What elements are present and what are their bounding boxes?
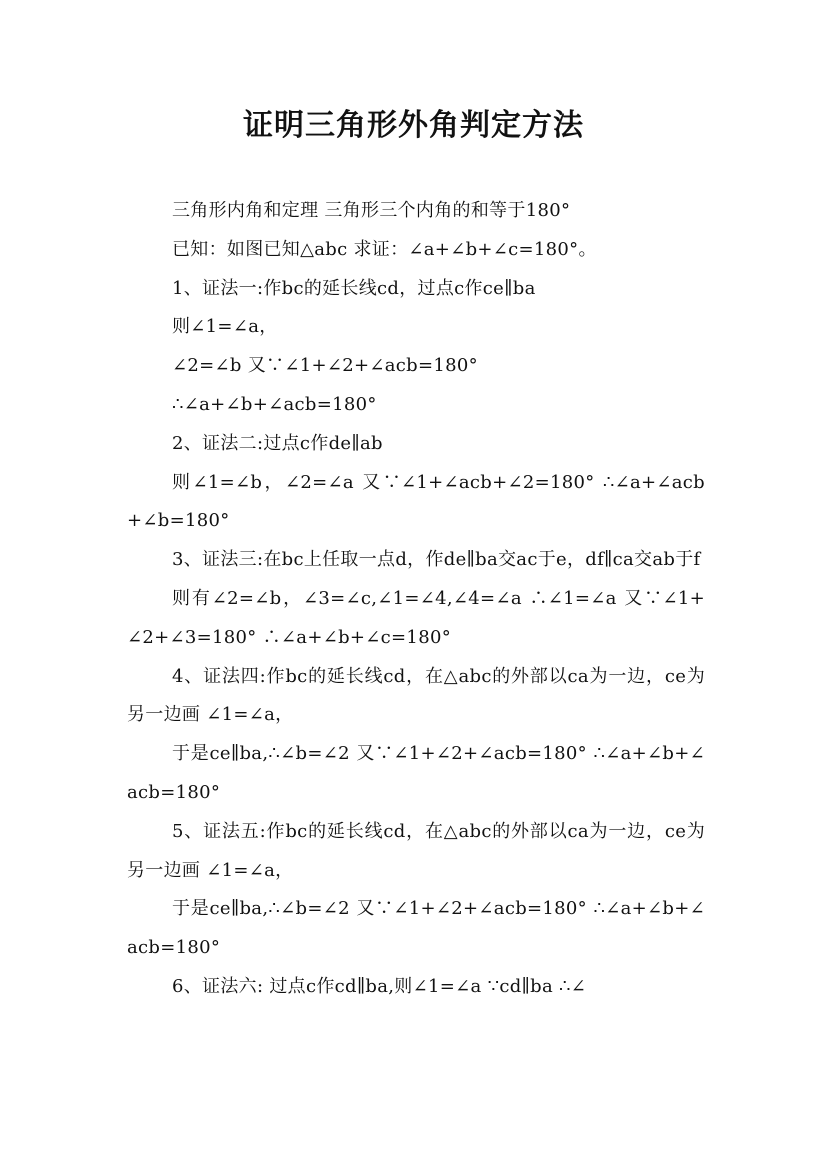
paragraph-proof-4-intro: 4、证法四:作bc的延长线cd，在△abc的外部以ca为一边，ce为另一边画 ∠1=∠a， (127, 665, 705, 726)
paragraph-proof-5-body: 于是ce∥ba,∴∠b=∠2 又∵∠1+∠2+∠acb=180° ∴∠a+∠b+∠acb=180° (127, 898, 705, 959)
paragraph-proof-1-step-2: ∠2=∠b 又∵∠1+∠2+∠acb=180° (172, 355, 478, 377)
paragraph-given: 已知：如图已知△abc 求证：∠a+∠b+∠c=180°。 (172, 238, 597, 260)
paragraph-proof-6-intro: 6、证法六: 过点c作cd∥ba,则∠1=∠a ∵cd∥ba ∴∠ (172, 975, 587, 997)
paragraph-proof-2-body: 则∠1=∠b，∠2=∠a 又∵∠1+∠acb+∠2=180° ∴∠a+∠acb+∠b=180° (127, 471, 705, 532)
paragraph-proof-2-intro: 2、证法二:过点c作de∥ab (172, 432, 383, 454)
paragraph-theorem: 三角形内角和定理 三角形三个内角的和等于180° (172, 200, 571, 221)
document-body (127, 192, 705, 1007)
paragraph-proof-3-intro: 3、证法三:在bc上任取一点d，作de∥ba交ac于e，df∥ca交ab于f (172, 549, 701, 571)
paragraph-proof-5-intro: 5、证法五:作bc的延长线cd，在△abc的外部以ca为一边，ce为另一边画 ∠1=∠a， (127, 820, 705, 881)
paragraph-proof-3-body: 则有∠2=∠b，∠3=∠c,∠1=∠4,∠4=∠a ∴∠1=∠a 又∵∠1+∠2+∠3=180° ∴∠a+∠b+∠c=180° (127, 587, 705, 648)
paragraph-proof-1-step-1: 则∠1=∠a， (172, 316, 278, 338)
document-title: 证明三角形外角判定方法 (243, 108, 584, 143)
paragraph-proof-1-intro: 1、证法一:作bc的延长线cd，过点c作ce∥ba (172, 277, 536, 299)
paragraph-proof-4-body: 于是ce∥ba,∴∠b=∠2 又∵∠1+∠2+∠acb=180° ∴∠a+∠b+∠acb=180° (127, 743, 705, 803)
paragraph-proof-1-conclusion: ∴∠a+∠b+∠acb=180° (172, 393, 377, 415)
